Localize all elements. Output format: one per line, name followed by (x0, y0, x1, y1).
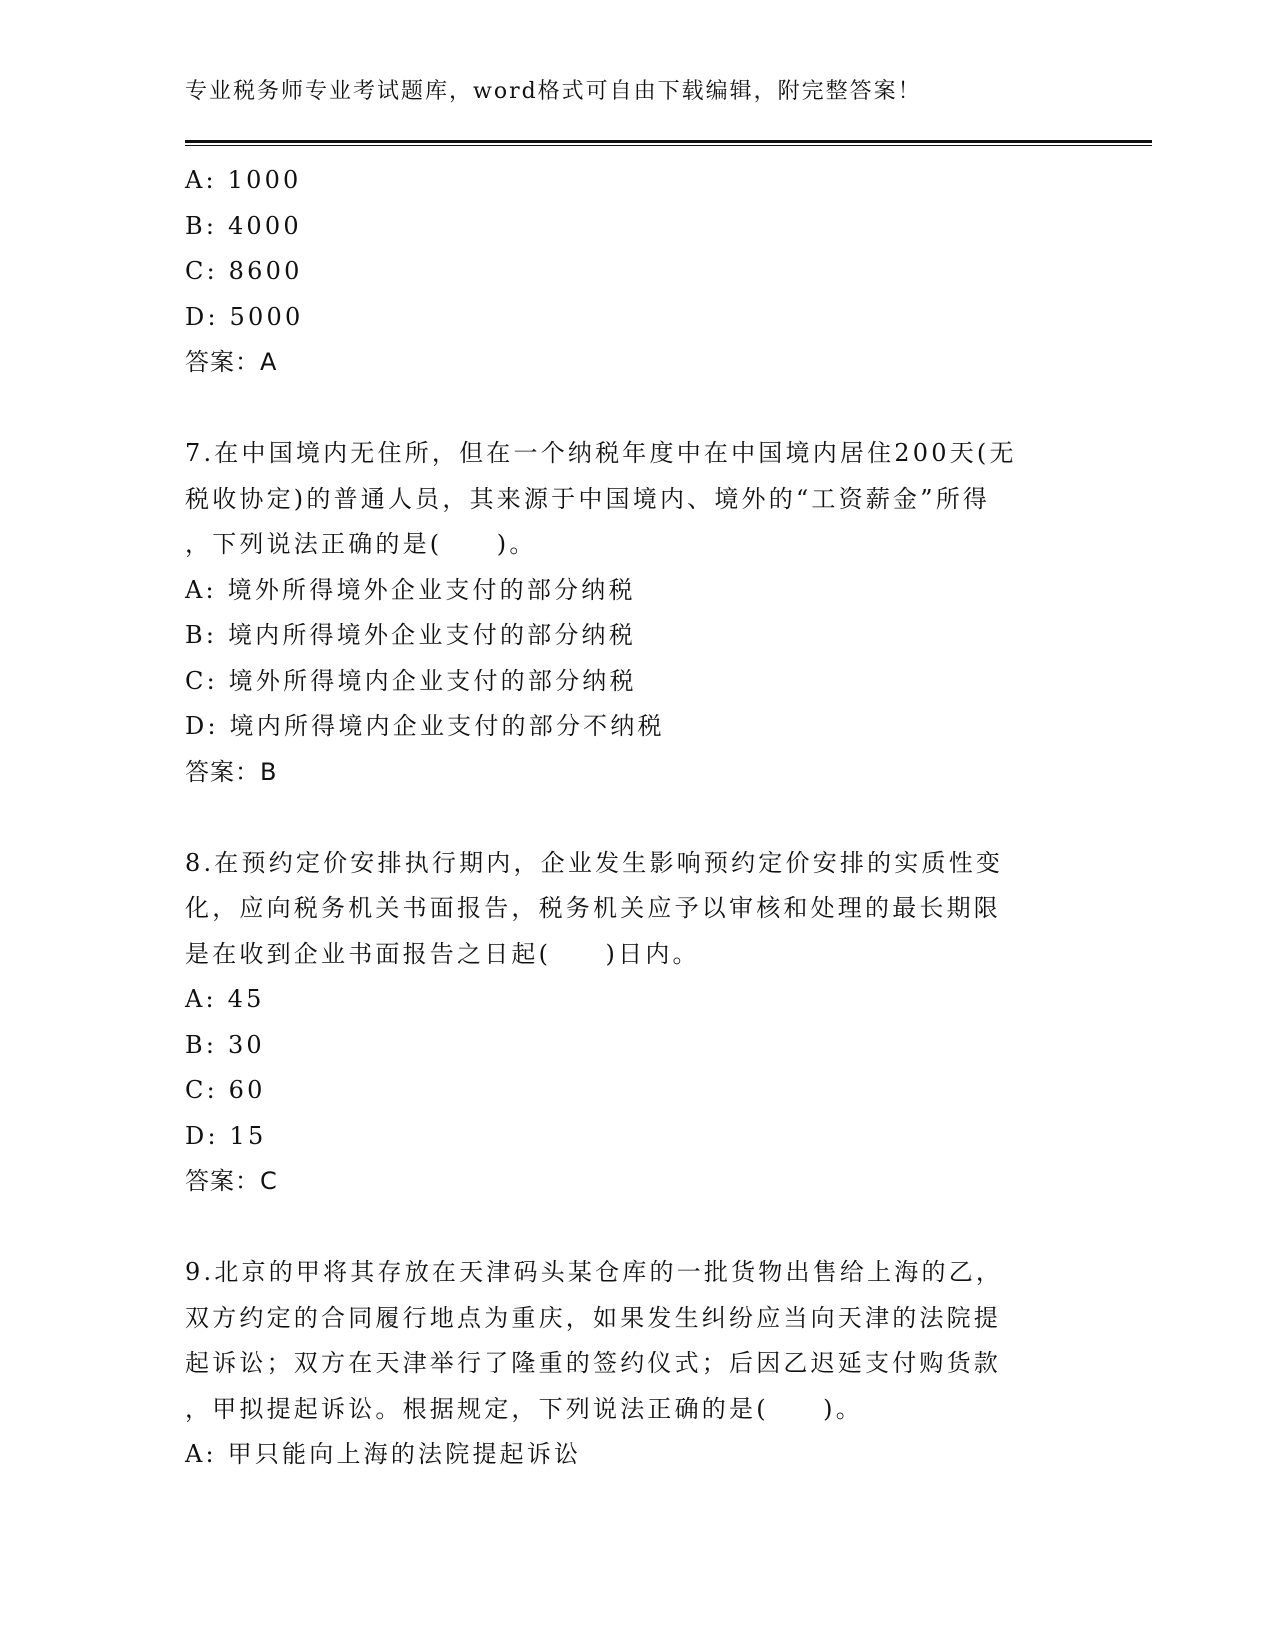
answer-line: 答案：C (185, 1167, 278, 1195)
option-a: A: 甲只能向上海的法院提起诉讼 (185, 1440, 582, 1468)
option-b: B: 4000 (185, 211, 302, 240)
page-header: 专业税务师专业考试题库，word格式可自由下载编辑，附完整答案！ (185, 79, 922, 104)
question-stem-line: 起诉讼；双方在天津举行了隆重的签约仪式；后因乙迟延支付购货款 (185, 1349, 1001, 1377)
option-c: C: 60 (185, 1076, 266, 1104)
prev-question-options (185, 158, 1085, 386)
question-9 (185, 1250, 1085, 1478)
option-b: B: 30 (185, 1030, 265, 1059)
option-a: A: 1000 (185, 166, 302, 194)
question-stem-line: ，甲拟提起诉讼。根据规定，下列说法正确的是( )。 (185, 1394, 863, 1423)
question-stem-line: 税收协定)的普通人员，其来源于中国境内、境外的“工资薪金”所得 (185, 484, 991, 513)
option-d: D: 境内所得境内企业支付的部分不纳税 (185, 712, 665, 740)
question-stem-line: 双方约定的合同履行地点为重庆，如果发生纠纷应当向天津的法院提 (185, 1303, 1001, 1332)
option-d: D: 15 (185, 1121, 267, 1150)
option-c: C: 境外所得境内企业支付的部分纳税 (185, 666, 637, 695)
question-stem-line: 7.在中国境内无住所，但在一个纳税年度中在中国境内居住200天(无 (185, 439, 1017, 467)
spacer (185, 1205, 1085, 1251)
answer-line: 答案：B (185, 757, 278, 786)
question-stem-line: 是在收到企业书面报告之日起( )日内。 (185, 939, 700, 968)
question-7 (185, 431, 1085, 795)
spacer (185, 386, 1085, 432)
option-b: B: 境内所得境外企业支付的部分纳税 (185, 621, 636, 649)
question-stem-line: 8.在预约定价安排执行期内，企业发生影响预约定价安排的实质性变 (185, 848, 1004, 877)
question-8 (185, 841, 1085, 1205)
spacer (185, 795, 1085, 841)
option-d: D: 5000 (185, 302, 304, 331)
option-c: C: 8600 (185, 257, 303, 285)
header-rule (185, 140, 1152, 146)
question-stem-line: 9.北京的甲将其存放在天津码头某仓库的一批货物出售给上海的乙， (185, 1258, 1004, 1286)
question-content (185, 158, 1085, 1478)
answer-line: 答案：A (185, 348, 278, 376)
option-a: A: 境外所得境外企业支付的部分纳税 (185, 575, 636, 604)
option-a: A: 45 (185, 985, 265, 1013)
question-stem-line: ，下列说法正确的是( )。 (185, 530, 537, 558)
question-stem-line: 化，应向税务机关书面报告，税务机关应予以审核和处理的最长期限 (185, 894, 1001, 922)
